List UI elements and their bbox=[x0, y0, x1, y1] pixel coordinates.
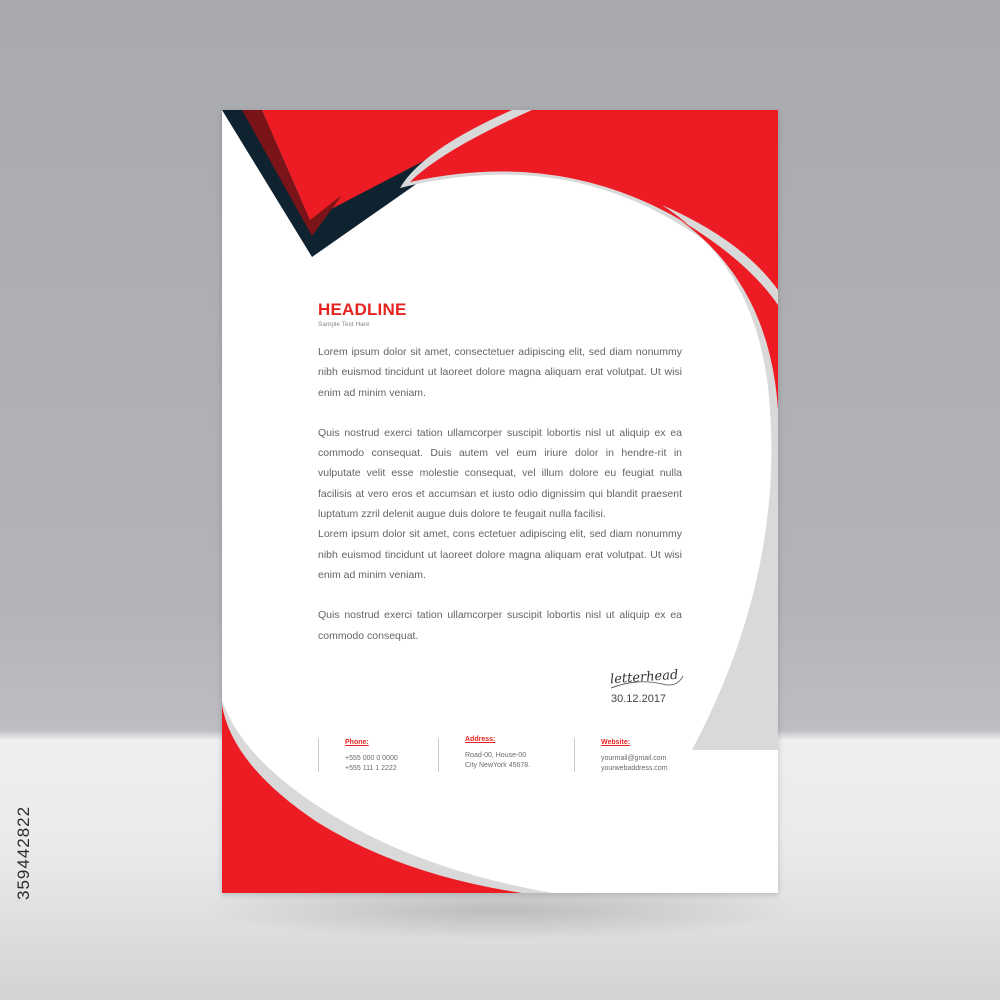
address-line-1: Road-00, House-00 bbox=[465, 752, 527, 759]
website-line-1: yourmail@gmail.com bbox=[601, 755, 667, 762]
footer-phone bbox=[345, 738, 398, 774]
headline: HEADLINE bbox=[318, 300, 407, 319]
paragraph-2: Quis nostrud exerci tation ullamcorper suscipit lobortis nisl ut aliquip ex ea commodo consequat. Duis autem vel eum iriure dolor in hendre-rit in vulputate velit esse molestie consequat, vel illum dolore eu feugiat nulla facilisis at vero eros et accumsan et iusto odio dignissim qui blandit praesent luptatum zzril delenit augue duis dolore te feugait nulla facilisi. bbox=[318, 426, 682, 521]
paragraph-1: Lorem ipsum dolor sit amet, consectetuer adipiscing elit, sed diam nonummy nibh euismod tincidunt ut laoreet dolore magna aliquam erat volutpat. Ut wisi enim ad minim veniam. bbox=[318, 346, 682, 399]
letter-body bbox=[318, 342, 682, 646]
website-label: Website: bbox=[601, 739, 631, 746]
footer-address bbox=[465, 735, 530, 771]
letter-date: 30.12.2017 bbox=[611, 693, 667, 705]
address-label: Address: bbox=[465, 736, 496, 743]
subline: Sample Text Hare bbox=[318, 321, 370, 328]
website-line-2: yourwebaddress.com bbox=[601, 765, 668, 772]
footer-divider bbox=[318, 738, 319, 772]
footer-divider bbox=[438, 738, 439, 772]
paragraph-4: Quis nostrud exerci tation ullamcorper suscipit lobortis nisl ut aliquip ex ea commodo consequat. bbox=[318, 609, 682, 642]
stock-id-text: 359442822 bbox=[14, 805, 33, 900]
signature: letterhead bbox=[609, 667, 679, 688]
paragraph-3: Lorem ipsum dolor sit amet, cons ectetuer adipiscing elit, sed diam nonummy nibh euismod tincidunt ut laoreet dolore magna aliquam erat volutpat. Ut wisi enim ad minim veniam. bbox=[318, 528, 682, 581]
phone-label: Phone: bbox=[345, 739, 369, 746]
red-swoosh-bottom bbox=[222, 705, 522, 893]
footer-website bbox=[601, 738, 668, 774]
address-line-2: City NewYork 45678. bbox=[465, 762, 531, 769]
stock-id bbox=[2, 760, 42, 900]
letterhead-page bbox=[222, 110, 778, 893]
phone-line-1: +555 000 0 0000 bbox=[345, 755, 398, 762]
footer-divider bbox=[574, 738, 575, 772]
phone-line-2: +555 111 1 2222 bbox=[345, 765, 397, 772]
